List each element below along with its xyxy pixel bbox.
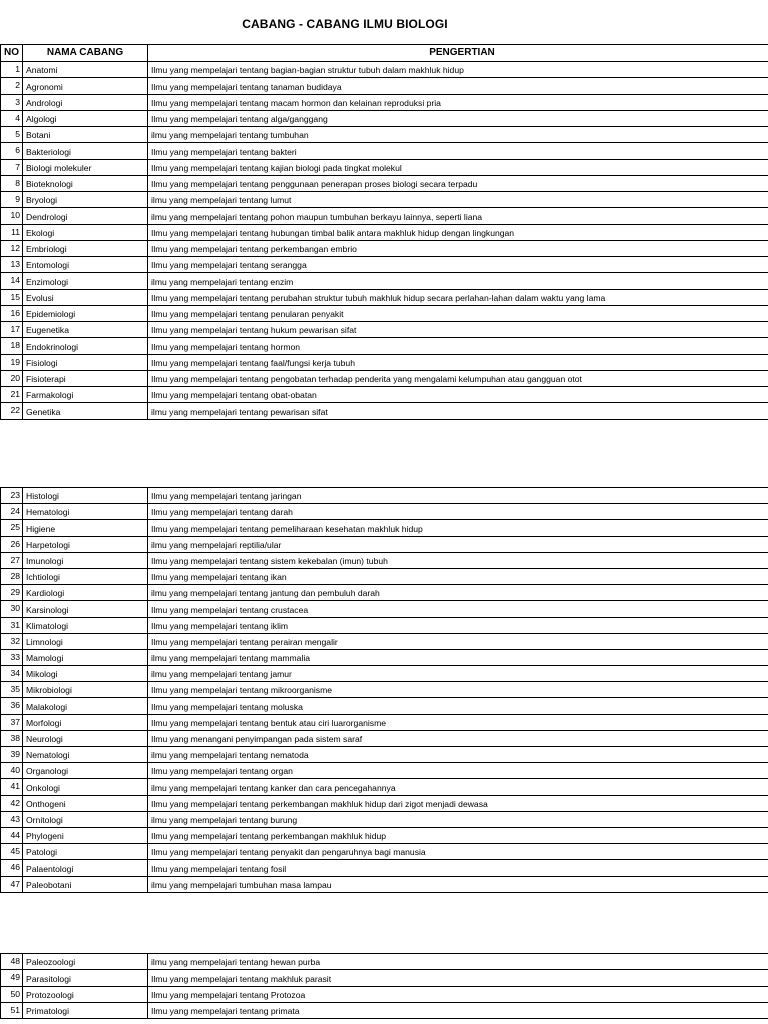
table-row	[1, 257, 768, 273]
branches-table-1	[0, 44, 768, 420]
table-row	[1, 78, 768, 94]
table-row	[1, 192, 768, 208]
branch-definition: Ilmu yang mempelajari tentang perairan mengalir	[148, 633, 768, 649]
table-row	[1, 504, 768, 520]
branch-name: Limnologi	[23, 633, 148, 649]
row-number: 25	[1, 520, 23, 536]
branch-definition: Ilmu yang mempelajari tentang hukum pewarisan sifat	[148, 322, 768, 338]
table-row	[1, 208, 768, 224]
branch-name: Andrologi	[23, 94, 148, 110]
branch-name: Bioteknologi	[23, 175, 148, 191]
branch-name: Dendrologi	[23, 208, 148, 224]
table-row	[1, 730, 768, 746]
branch-definition: Ilmu yang mempelajari tentang darah	[148, 504, 768, 520]
row-number: 36	[1, 698, 23, 714]
row-number: 21	[1, 387, 23, 403]
row-number: 9	[1, 192, 23, 208]
row-number: 16	[1, 305, 23, 321]
table-row	[1, 338, 768, 354]
table-row	[1, 617, 768, 633]
table-row	[1, 1002, 768, 1018]
table-row	[1, 175, 768, 191]
branch-definition: Ilmu yang mempelajari tentang tanaman budidaya	[148, 78, 768, 94]
header-definition: PENGERTIAN	[148, 45, 768, 62]
branch-name: Farmakologi	[23, 387, 148, 403]
branch-definition: ilmu yang mempelajari tentang nematoda	[148, 747, 768, 763]
row-number: 4	[1, 110, 23, 126]
branch-name: Klimatologi	[23, 617, 148, 633]
branch-definition: ilmu yang mempelajari tentang jantung dan pembuluh darah	[148, 585, 768, 601]
row-number: 50	[1, 986, 23, 1002]
row-number: 43	[1, 811, 23, 827]
table-row	[1, 876, 768, 892]
branch-name: Bakteriologi	[23, 143, 148, 159]
branch-name: Embriologi	[23, 240, 148, 256]
table-row	[1, 682, 768, 698]
branch-definition: Ilmu yang mempelajari tentang hubungan timbal balik antara makhluk hidup dengan lingkungan	[148, 224, 768, 240]
branch-definition: Ilmu yang menangani penyimpangan pada sistem saraf	[148, 730, 768, 746]
table-row	[1, 370, 768, 386]
branch-name: Organologi	[23, 763, 148, 779]
table-row	[1, 763, 768, 779]
branch-definition: Ilmu yang mempelajari tentang makhluk parasit	[148, 970, 768, 986]
branch-name: Imunologi	[23, 552, 148, 568]
table-row	[1, 552, 768, 568]
branch-definition: ilmu yang mempelajari tentang mammalia	[148, 649, 768, 665]
branch-name: Nematologi	[23, 747, 148, 763]
header-name: NAMA CABANG	[23, 45, 148, 62]
table-row	[1, 110, 768, 126]
branch-definition: Ilmu yang mempelajari tentang mikroorganisme	[148, 682, 768, 698]
row-number: 40	[1, 763, 23, 779]
row-number: 33	[1, 649, 23, 665]
branch-definition: Ilmu yang mempelajari tentang iklim	[148, 617, 768, 633]
branch-name: Phylogeni	[23, 827, 148, 843]
branch-name: Paleobotani	[23, 876, 148, 892]
table-row	[1, 779, 768, 795]
branch-name: Kardiologi	[23, 585, 148, 601]
row-number: 35	[1, 682, 23, 698]
row-number: 19	[1, 354, 23, 370]
table-row	[1, 714, 768, 730]
branch-name: Fisioterapi	[23, 370, 148, 386]
row-number: 32	[1, 633, 23, 649]
row-number: 45	[1, 844, 23, 860]
row-number: 48	[1, 954, 23, 970]
row-number: 15	[1, 289, 23, 305]
table-row	[1, 403, 768, 419]
row-number: 37	[1, 714, 23, 730]
branches-table-2	[0, 487, 768, 893]
row-number: 41	[1, 779, 23, 795]
branch-definition: ilmu yang mempelajari tentang tumbuhan	[148, 127, 768, 143]
row-number: 44	[1, 827, 23, 843]
branch-definition: Ilmu yang mempelajari tentang bentuk atau ciri luarorganisme	[148, 714, 768, 730]
row-number: 49	[1, 970, 23, 986]
row-number: 14	[1, 273, 23, 289]
branch-definition: Ilmu yang mempelajari tentang fosil	[148, 860, 768, 876]
branch-name: Ekologi	[23, 224, 148, 240]
table-row	[1, 289, 768, 305]
branch-name: Bryologi	[23, 192, 148, 208]
table-row	[1, 240, 768, 256]
row-number: 42	[1, 795, 23, 811]
branch-definition: ilmu yang mempelajari tentang pewarisan sifat	[148, 403, 768, 419]
branch-definition: Ilmu yang mempelajari tentang ikan	[148, 568, 768, 584]
branch-definition: Ilmu yang mempelajari tentang crustacea	[148, 601, 768, 617]
table-row	[1, 387, 768, 403]
row-number: 8	[1, 175, 23, 191]
branch-name: Paleozoologi	[23, 954, 148, 970]
row-number: 26	[1, 536, 23, 552]
table-row	[1, 860, 768, 876]
branch-name: Hematologi	[23, 504, 148, 520]
table-row	[1, 143, 768, 159]
branch-definition: ilmu yang mempelajari reptilia/ular	[148, 536, 768, 552]
row-number: 22	[1, 403, 23, 419]
branch-name: Histologi	[23, 488, 148, 504]
branch-definition: Ilmu yang mempelajari tentang perkembangan makhluk hidup dari zigot menjadi dewasa	[148, 795, 768, 811]
table-row	[1, 568, 768, 584]
row-number: 29	[1, 585, 23, 601]
row-number: 39	[1, 747, 23, 763]
row-number: 27	[1, 552, 23, 568]
branch-definition: Ilmu yang mempelajari tentang pengobatan terhadap penderita yang mengalami kelumpuhan atau gangguan otot	[148, 370, 768, 386]
row-number: 18	[1, 338, 23, 354]
branch-name: Karsinologi	[23, 601, 148, 617]
table-row	[1, 536, 768, 552]
table-row	[1, 954, 768, 970]
branch-name: Mikologi	[23, 666, 148, 682]
table-header-row	[1, 45, 768, 62]
table-row	[1, 811, 768, 827]
branch-definition: Ilmu yang mempelajari tentang serangga	[148, 257, 768, 273]
branch-definition: ilmu yang mempelajari tentang enzim	[148, 273, 768, 289]
table-row	[1, 273, 768, 289]
branch-name: Onthogeni	[23, 795, 148, 811]
branch-definition: ilmu yang mempelajari tumbuhan masa lampau	[148, 876, 768, 892]
row-number: 5	[1, 127, 23, 143]
branch-definition: Ilmu yang mempelajari tentang primata	[148, 1002, 768, 1018]
row-number: 47	[1, 876, 23, 892]
branch-name: Palaentologi	[23, 860, 148, 876]
branch-definition: Ilmu yang mempelajari tentang alga/ganggang	[148, 110, 768, 126]
branch-definition: Ilmu yang mempelajari tentang macam hormon dan kelainan reproduksi pria	[148, 94, 768, 110]
branch-name: Epidemiologi	[23, 305, 148, 321]
row-number: 20	[1, 370, 23, 386]
branch-name: Ichtiologi	[23, 568, 148, 584]
branch-name: Ornitologi	[23, 811, 148, 827]
branch-name: Anatomi	[23, 62, 148, 78]
branch-name: Algologi	[23, 110, 148, 126]
row-number: 6	[1, 143, 23, 159]
branch-definition: Ilmu yang mempelajari tentang kajian biologi pada tingkat molekul	[148, 159, 768, 175]
branch-definition: Ilmu yang mempelajari tentang obat-obatan	[148, 387, 768, 403]
branch-name: Botani	[23, 127, 148, 143]
branch-definition: Ilmu yang mempelajari tentang bagian-bagian struktur tubuh dalam makhluk hidup	[148, 62, 768, 78]
branch-definition: Ilmu yang mempelajari tentang sistem kekebalan (imun) tubuh	[148, 552, 768, 568]
branch-definition: Ilmu yang mempelajari tentang perkembangan makhluk hidup	[148, 827, 768, 843]
branch-name: Enzimologi	[23, 273, 148, 289]
branches-table-3	[0, 953, 768, 1019]
branch-name: Malakologi	[23, 698, 148, 714]
branch-definition: Ilmu yang mempelajari tentang perkembangan embrio	[148, 240, 768, 256]
table-row	[1, 224, 768, 240]
branch-name: Entomologi	[23, 257, 148, 273]
branch-definition: Ilmu yang mempelajari tentang perubahan struktur tubuh makhluk hidup secara perlahan-lahan dalam waktu yang lama	[148, 289, 768, 305]
branch-name: Mamologi	[23, 649, 148, 665]
branch-definition: ilmu yang mempelajari tentang hewan purba	[148, 954, 768, 970]
branch-definition: Ilmu yang mempelajari tentang penggunaan penerapan proses biologi secara terpadu	[148, 175, 768, 191]
branch-definition: Ilmu yang mempelajari tentang Protozoa	[148, 986, 768, 1002]
branch-definition: Ilmu yang mempelajari tentang organ	[148, 763, 768, 779]
row-number: 34	[1, 666, 23, 682]
row-number: 1	[1, 62, 23, 78]
table-row	[1, 795, 768, 811]
table-row	[1, 354, 768, 370]
row-number: 2	[1, 78, 23, 94]
row-number: 10	[1, 208, 23, 224]
branch-definition: ilmu yang mempelajari tentang burung	[148, 811, 768, 827]
table-row	[1, 62, 768, 78]
branch-name: Eugenetika	[23, 322, 148, 338]
table-row	[1, 488, 768, 504]
table-row	[1, 601, 768, 617]
table-row	[1, 649, 768, 665]
table-row	[1, 585, 768, 601]
table-row	[1, 305, 768, 321]
row-number: 13	[1, 257, 23, 273]
table-row	[1, 159, 768, 175]
branch-name: Evolusi	[23, 289, 148, 305]
branch-definition: Ilmu yang mempelajari tentang pemeliharaan kesehatan makhluk hidup	[148, 520, 768, 536]
row-number: 12	[1, 240, 23, 256]
branch-name: Endokrinologi	[23, 338, 148, 354]
header-no: NO	[1, 45, 23, 62]
table-row	[1, 127, 768, 143]
branch-name: Onkologi	[23, 779, 148, 795]
branch-name: Morfologi	[23, 714, 148, 730]
table-row	[1, 747, 768, 763]
row-number: 23	[1, 488, 23, 504]
page-title: CABANG - CABANG ILMU BIOLOGI	[242, 17, 448, 31]
branch-name: Mikrobiologi	[23, 682, 148, 698]
branch-definition: ilmu yang mempelajari tentang kanker dan cara pencegahannya	[148, 779, 768, 795]
table-row	[1, 986, 768, 1002]
branch-definition: Ilmu yang mempelajari tentang bakteri	[148, 143, 768, 159]
row-number: 7	[1, 159, 23, 175]
row-number: 11	[1, 224, 23, 240]
branch-definition: Ilmu yang mempelajari tentang hormon	[148, 338, 768, 354]
branch-name: Neurologi	[23, 730, 148, 746]
table-row	[1, 666, 768, 682]
branch-definition: Ilmu yang mempelajari tentang faal/fungsi kerja tubuh	[148, 354, 768, 370]
row-number: 17	[1, 322, 23, 338]
row-number: 3	[1, 94, 23, 110]
branch-name: Genetika	[23, 403, 148, 419]
branch-name: Agronomi	[23, 78, 148, 94]
branch-name: Patologi	[23, 844, 148, 860]
row-number: 38	[1, 730, 23, 746]
branch-definition: Ilmu yang mempelajari tentang moluska	[148, 698, 768, 714]
row-number: 51	[1, 1002, 23, 1018]
table-row	[1, 698, 768, 714]
branch-name: Higiene	[23, 520, 148, 536]
table-row	[1, 827, 768, 843]
table-row	[1, 844, 768, 860]
table-row	[1, 520, 768, 536]
branch-name: Biologi molekuler	[23, 159, 148, 175]
branch-definition: ilmu yang mempelajari tentang lumut	[148, 192, 768, 208]
branch-name: Harpetologi	[23, 536, 148, 552]
row-number: 28	[1, 568, 23, 584]
branch-name: Fisiologi	[23, 354, 148, 370]
row-number: 24	[1, 504, 23, 520]
table-row	[1, 633, 768, 649]
branch-name: Protozoologi	[23, 986, 148, 1002]
table-row	[1, 94, 768, 110]
branch-name: Primatologi	[23, 1002, 148, 1018]
branch-definition: ilmu yang mempelajari tentang jamur	[148, 666, 768, 682]
table-row	[1, 322, 768, 338]
branch-definition: Ilmu yang mempelajari tentang jaringan	[148, 488, 768, 504]
table-row	[1, 970, 768, 986]
branch-name: Parasitologi	[23, 970, 148, 986]
row-number: 31	[1, 617, 23, 633]
branch-definition: ilmu yang mempelajari tentang pohon maupun tumbuhan berkayu lainnya, seperti liana	[148, 208, 768, 224]
branch-definition: Ilmu yang mempelajari tentang penularan penyakit	[148, 305, 768, 321]
row-number: 30	[1, 601, 23, 617]
row-number: 46	[1, 860, 23, 876]
branch-definition: Ilmu yang mempelajari tentang penyakit dan pengaruhnya bagi manusia	[148, 844, 768, 860]
